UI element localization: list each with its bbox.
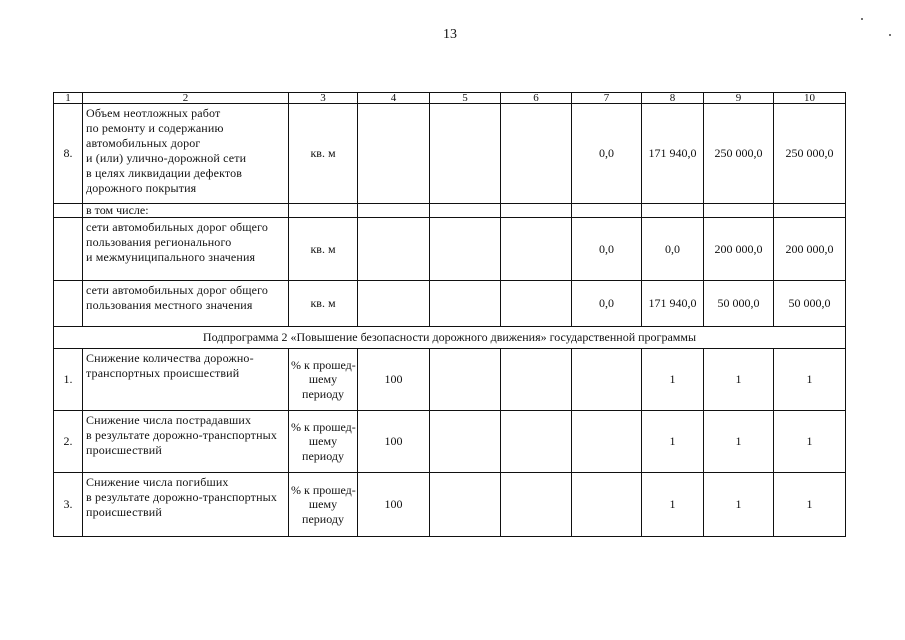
value-cell-9 (704, 204, 774, 218)
row-number: 8. (54, 104, 83, 204)
page-number: 13 (443, 27, 457, 42)
column-number: 10 (774, 93, 846, 104)
value-cell-4 (358, 204, 430, 218)
value-cell-10: 1 (774, 349, 846, 411)
value-cell-8: 171 940,0 (642, 104, 704, 204)
column-number: 9 (704, 93, 774, 104)
unit-cell: кв. м (289, 281, 358, 327)
value-cell-6 (501, 349, 572, 411)
value-cell-10: 50 000,0 (774, 281, 846, 327)
row-number: 2. (54, 411, 83, 473)
value-cell-5 (430, 411, 501, 473)
value-cell-9: 1 (704, 349, 774, 411)
value-cell-6 (501, 204, 572, 218)
table-row (54, 411, 846, 473)
table-row (54, 218, 846, 281)
value-cell-10: 1 (774, 411, 846, 473)
subprogram-title-row (54, 327, 846, 349)
value-cell-7 (572, 411, 642, 473)
indicator-name: Снижение числа погибших в результате дорожно-транспортных происшествий (83, 473, 289, 537)
column-number: 1 (54, 93, 83, 104)
value-cell-8: 0,0 (642, 218, 704, 281)
value-cell-5 (430, 218, 501, 281)
value-cell-8: 1 (642, 473, 704, 537)
value-cell-6 (501, 411, 572, 473)
table-row (54, 349, 846, 411)
value-cell-5 (430, 349, 501, 411)
indicators-table (53, 92, 846, 537)
row-number (54, 204, 83, 218)
indicator-name: сети автомобильных дорог общего пользования местного значения (83, 281, 289, 327)
subprogram-title: Подпрограмма 2 «Повышение безопасности дорожного движения» государственной программы (54, 327, 846, 349)
value-cell-6 (501, 104, 572, 204)
row-number: 3. (54, 473, 83, 537)
table-row (54, 104, 846, 204)
value-cell-4: 100 (358, 473, 430, 537)
table-row (54, 204, 846, 218)
value-cell-10 (774, 204, 846, 218)
value-cell-7: 0,0 (572, 104, 642, 204)
value-cell-6 (501, 473, 572, 537)
value-cell-5 (430, 281, 501, 327)
column-number: 2 (83, 93, 289, 104)
column-number: 8 (642, 93, 704, 104)
value-cell-7 (572, 473, 642, 537)
row-number (54, 218, 83, 281)
indicator-name: Снижение количества дорожно- транспортных происшествий (83, 349, 289, 411)
including-label: в том числе: (83, 204, 289, 218)
value-cell-9: 200 000,0 (704, 218, 774, 281)
value-cell-7: 0,0 (572, 218, 642, 281)
value-cell-10: 1 (774, 473, 846, 537)
value-cell-7 (572, 349, 642, 411)
indicator-name: сети автомобильных дорог общего пользования регионального и межмуниципального значения (83, 218, 289, 281)
table-row (54, 281, 846, 327)
value-cell-9: 1 (704, 411, 774, 473)
value-cell-4: 100 (358, 349, 430, 411)
column-number: 4 (358, 93, 430, 104)
value-cell-9: 50 000,0 (704, 281, 774, 327)
unit-cell: % к прошед- шему периоду (289, 411, 358, 473)
indicator-name: Снижение числа пострадавших в результате дорожно-транспортных происшествий (83, 411, 289, 473)
value-cell-4: 100 (358, 411, 430, 473)
value-cell-8: 1 (642, 411, 704, 473)
column-number: 3 (289, 93, 358, 104)
column-number: 6 (501, 93, 572, 104)
value-cell-5 (430, 204, 501, 218)
value-cell-10: 200 000,0 (774, 218, 846, 281)
column-number: 7 (572, 93, 642, 104)
value-cell-4 (358, 281, 430, 327)
value-cell-8: 1 (642, 349, 704, 411)
value-cell-5 (430, 104, 501, 204)
indicator-name: Объем неотложных работ по ремонту и содержанию автомобильных дорог и (или) улично-дорожной сети в целях ликвидации дефектов дорожного покрытия (83, 104, 289, 204)
scan-speck (861, 18, 863, 20)
row-number (54, 281, 83, 327)
unit-cell: % к прошед- шему периоду (289, 349, 358, 411)
table-row (54, 473, 846, 537)
row-number: 1. (54, 349, 83, 411)
unit-cell: кв. м (289, 218, 358, 281)
value-cell-6 (501, 281, 572, 327)
value-cell-5 (430, 473, 501, 537)
unit-cell: % к прошед- шему периоду (289, 473, 358, 537)
value-cell-7: 0,0 (572, 281, 642, 327)
value-cell-6 (501, 218, 572, 281)
value-cell-8: 171 940,0 (642, 281, 704, 327)
unit-cell (289, 204, 358, 218)
value-cell-4 (358, 218, 430, 281)
scan-speck (889, 34, 891, 36)
value-cell-8 (642, 204, 704, 218)
value-cell-4 (358, 104, 430, 204)
value-cell-9: 250 000,0 (704, 104, 774, 204)
value-cell-9: 1 (704, 473, 774, 537)
column-number: 5 (430, 93, 501, 104)
value-cell-10: 250 000,0 (774, 104, 846, 204)
column-number-row (54, 93, 846, 104)
unit-cell: кв. м (289, 104, 358, 204)
value-cell-7 (572, 204, 642, 218)
